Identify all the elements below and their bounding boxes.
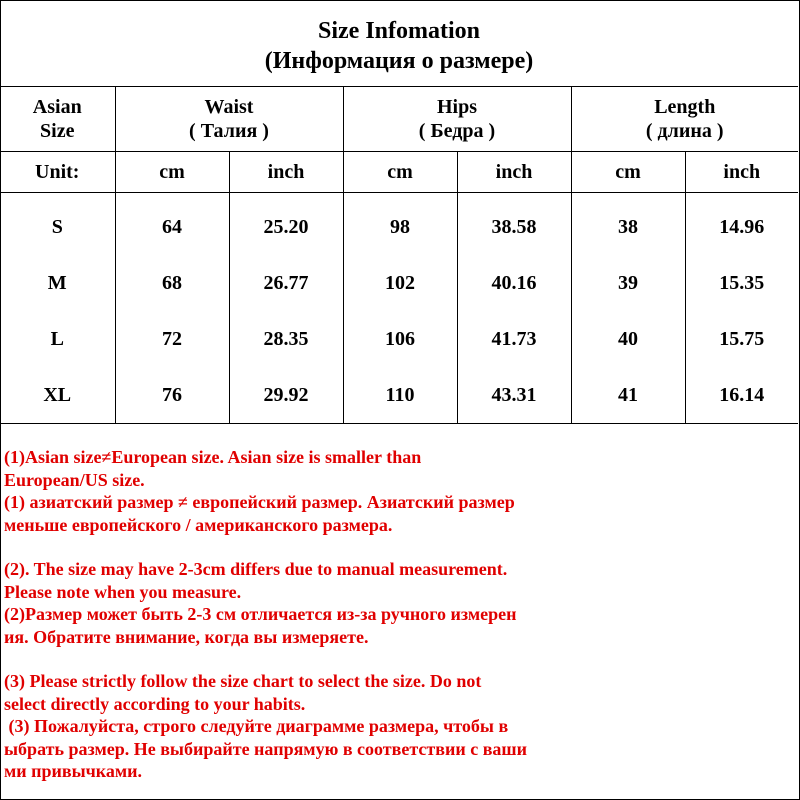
note-2-russian: (2)Размер может быть 2-3 см отличается из-за ручного измерен (4, 604, 517, 624)
table-row (0, 311, 798, 367)
table-cell: 64 (115, 199, 229, 255)
table-cell: 76 (115, 367, 229, 424)
note-2-english: (2). The size may have 2-3cm differs due to manual measurement. (4, 559, 508, 579)
table-cell: 15.35 (685, 255, 798, 311)
header-length-line2: ( длина ) (645, 120, 724, 142)
table-cell: M (0, 255, 115, 311)
note-2-english: Please note when you measure. (4, 581, 242, 602)
note-3-russian: (3) Пожалуйста, строго следуйте диаграмме размера, чтобы в (4, 716, 509, 736)
table-cell: 43.31 (457, 367, 571, 424)
notes-block (4, 446, 794, 783)
table-cell: 38.58 (457, 199, 571, 255)
header-hips-line2: ( Бедра ) (418, 120, 496, 142)
table-cell: 98 (343, 199, 457, 255)
table-cell: L (0, 311, 115, 367)
note-1-english: European/US size. (4, 469, 145, 490)
note-1-russian: (1) азиатский размер ≠ европейский размер. Азиатский размер (4, 492, 515, 512)
table-cell: S (0, 199, 115, 255)
header-hips-line1: Hips (436, 96, 478, 118)
size-table (0, 87, 798, 424)
title-block (0, 0, 798, 87)
title-english: Size Infomation (318, 18, 480, 44)
header-waist-line1: Waist (204, 96, 254, 118)
table-cell: 15.75 (685, 311, 798, 367)
table-cell: 28.35 (229, 311, 343, 367)
table-cell: 14.96 (685, 199, 798, 255)
header-asian-size (0, 87, 115, 152)
table-cell: 106 (343, 311, 457, 367)
header-hips (343, 87, 571, 152)
table-cell: inch (457, 152, 571, 193)
table-cell: cm (115, 152, 229, 193)
table-cell: 102 (343, 255, 457, 311)
table-cell: 26.77 (229, 255, 343, 311)
note-1-russian: меньше европейского / американского размера. (4, 514, 393, 535)
table-cell: 41.73 (457, 311, 571, 367)
table-cell: 110 (343, 367, 457, 424)
table-cell: 40.16 (457, 255, 571, 311)
note-3-russian: ыбрать размер. Не выбирайте напрямую в соответствии с ваши (4, 738, 527, 759)
table-cell: 40 (571, 311, 685, 367)
table-cell: 38 (571, 199, 685, 255)
note-2-russian: ия. Обратите внимание, когда вы измеряете. (4, 626, 369, 647)
table-cell: 16.14 (685, 367, 798, 424)
table-row (0, 255, 798, 311)
table-cell: inch (229, 152, 343, 193)
table-cell: 68 (115, 255, 229, 311)
title-russian: (Информация о размере) (264, 48, 534, 74)
header-length (571, 87, 798, 152)
table-cell: Unit: (0, 152, 115, 193)
table-row (0, 199, 798, 255)
table-cell: 72 (115, 311, 229, 367)
unit-row (0, 152, 798, 193)
note-1-english: (1)Asian size≠European size. Asian size is smaller than (4, 447, 422, 467)
table-cell: inch (685, 152, 798, 193)
table-row (0, 367, 798, 424)
table-cell: cm (343, 152, 457, 193)
note-3-english: (3) Please strictly follow the size chart to select the size. Do not (4, 671, 482, 691)
table-cell: cm (571, 152, 685, 193)
table-cell: 41 (571, 367, 685, 424)
table-cell: 29.92 (229, 367, 343, 424)
note-3-russian: ми привычками. (4, 761, 143, 781)
table-cell: 25.20 (229, 199, 343, 255)
header-waist (115, 87, 343, 152)
table-cell: 39 (571, 255, 685, 311)
table-cell: XL (0, 367, 115, 424)
header-row (0, 87, 798, 152)
header-waist-line2: ( Талия ) (189, 120, 269, 142)
header-asian-size-line1: Asian (32, 96, 82, 118)
note-3-english: select directly according to your habits. (4, 693, 306, 714)
header-asian-size-line2: Size (40, 120, 75, 142)
header-length-line1: Length (654, 96, 716, 118)
